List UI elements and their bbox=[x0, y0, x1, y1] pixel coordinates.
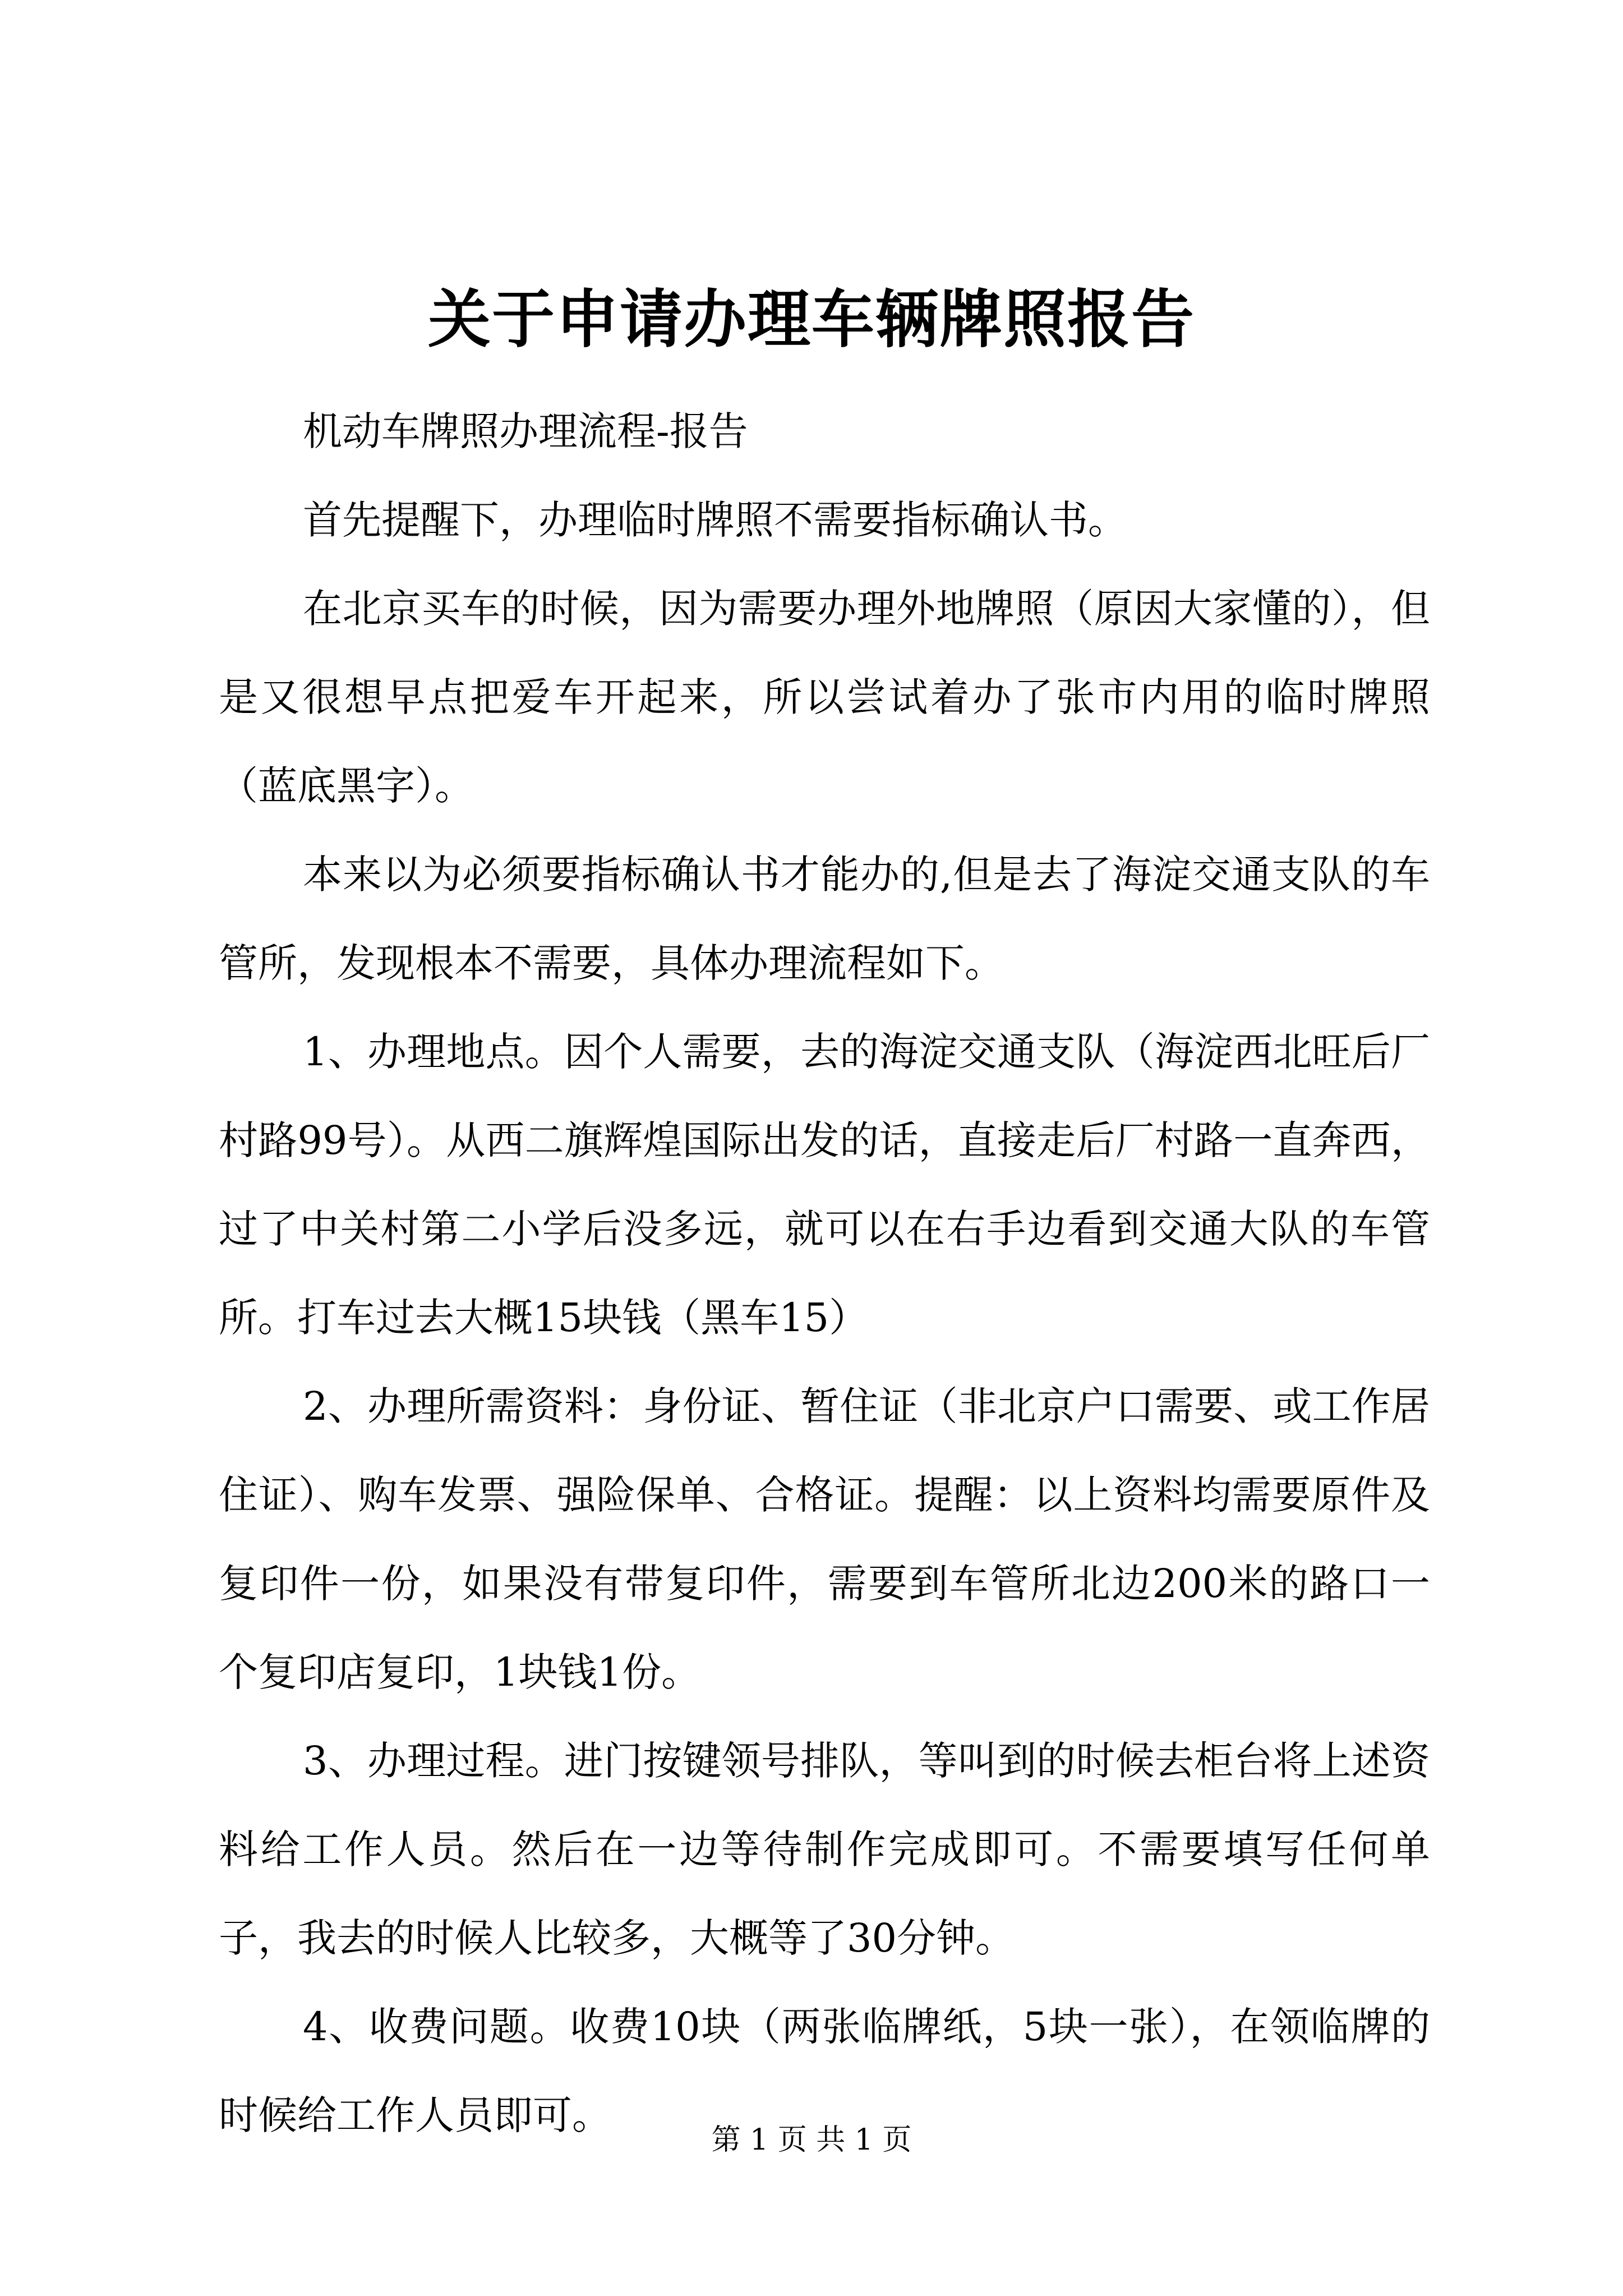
paragraph-fees: 4、收费问题。收费10块（两张临牌纸，5块一张），在领临牌的时候给工作人员即可。 bbox=[219, 2004, 1430, 2138]
document-body bbox=[219, 387, 1430, 2160]
paragraph-process: 3、办理过程。进门按键领号排队，等叫到的时候去柜台将上述资料给工作人员。然后在一边等待制作完成即可。不需要填写任何单子，我去的时候人比较多，大概等了30分钟。 bbox=[219, 1738, 1430, 1961]
paragraph-location: 1、办理地点。因个人需要，去的海淀交通支队（海淀西北旺后厂村路99号）。从西二旗辉煌国际出发的话，直接走后厂村路一直奔西，过了中关村第二小学后没多远，就可以在右手边看到交通大队的车管所。打车过去大概15块钱（黑车15） bbox=[219, 1029, 1430, 1341]
paragraph-materials: 2、办理所需资料：身份证、暂住证（非北京户口需要、或工作居住证）、购车发票、强险保单、合格证。提醒：以上资料均需要原件及复印件一份，如果没有带复印件，需要到车管所北边200米的路口一个复印店复印，1块钱1份。 bbox=[219, 1383, 1430, 1695]
paragraph-reminder: 首先提醒下，办理临时牌照不需要指标确认书。 bbox=[303, 497, 1127, 543]
paragraph-intro: 本来以为必须要指标确认书才能办的,但是去了海淀交通支队的车管所，发现根本不需要，具体办理流程如下。 bbox=[219, 852, 1430, 986]
paragraph-background: 在北京买车的时候，因为需要办理外地牌照（原因大家懂的），但是又很想早点把爱车开起来，所以尝试着办了张市内用的临时牌照（蓝底黑字）。 bbox=[219, 586, 1430, 809]
page-number-footer: 第 1 页 共 1 页 bbox=[711, 2123, 912, 2157]
paragraph-subtitle: 机动车牌照办理流程-报告 bbox=[303, 408, 748, 454]
document-title: 关于申请办理车辆牌照报告 bbox=[428, 283, 1195, 356]
